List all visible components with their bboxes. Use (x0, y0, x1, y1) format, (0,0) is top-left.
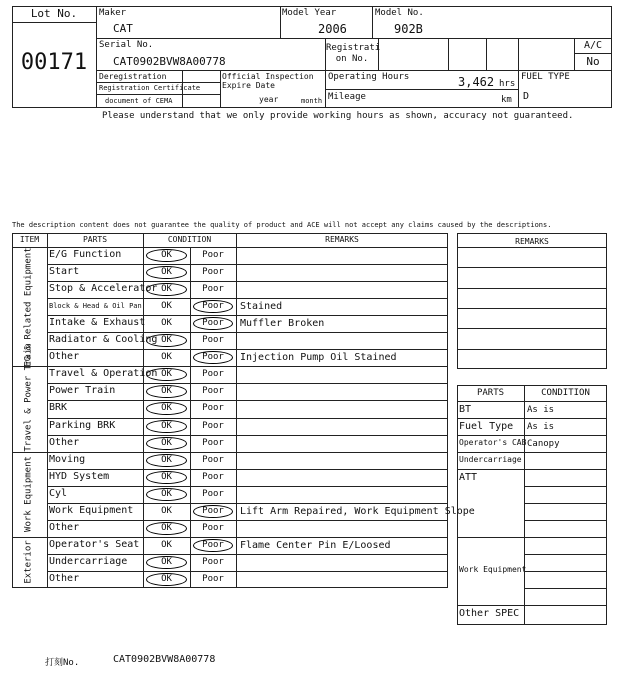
model-no-label: Model No. (375, 8, 424, 18)
inspection-col-line (47, 233, 48, 588)
registration-cell-2 (448, 38, 449, 70)
right-parts-header-line (457, 401, 607, 402)
poor-option: Poor (202, 352, 224, 363)
col-condition-header: CONDITION (167, 235, 212, 244)
remark-text: Stained (240, 301, 283, 313)
group-divider (12, 366, 448, 367)
mileage-unit: km (501, 95, 512, 105)
dereg-sub1: Registration Certificate (99, 84, 201, 92)
group-label: EG & Related Equipment (23, 247, 34, 367)
part-name: Other (49, 351, 80, 363)
ok-option: OK (161, 556, 172, 567)
poor-option: Poor (202, 420, 224, 431)
right-part-name: Operator's CAB (459, 438, 527, 447)
poor-option: Poor (202, 318, 224, 329)
mileage-line (325, 89, 518, 90)
poor-option: Poor (202, 284, 224, 295)
disclaimer: The description content does not guarantee the quality of product and ACE will not accept any claims caused by the descriptions. (12, 221, 552, 229)
table-row-line (47, 281, 448, 282)
poor-option: Poor (202, 471, 224, 482)
right-parts-row-line (457, 435, 607, 436)
part-name: HYD System (49, 470, 110, 482)
registration-label-2: on No. (335, 54, 369, 64)
right-parts-col-line (524, 385, 525, 625)
right-part-name: Work Equipment (459, 565, 527, 574)
poor-option: Poor (202, 250, 224, 260)
table-row-line (47, 554, 448, 555)
right-parts-subline (524, 588, 607, 589)
lot-divider (96, 6, 97, 108)
part-name: BRK (49, 402, 68, 414)
month-label: month (301, 97, 323, 105)
group-label: Travel & Power Train (23, 343, 34, 452)
ok-circle-mark (146, 471, 187, 484)
right-parts-col-condition: CONDITION (541, 388, 590, 398)
model-year-label: Model Year (282, 8, 337, 18)
ok-option: OK (161, 352, 172, 363)
ok-circle-mark (146, 266, 187, 279)
model-year-value: 2006 (318, 22, 347, 36)
poor-option: Poor (202, 539, 224, 550)
right-parts-col-parts: PARTS (476, 388, 505, 398)
part-name: Cyl (49, 487, 68, 499)
ok-option: OK (161, 335, 172, 346)
col-parts-header: PARTS (82, 235, 108, 244)
ac-line (574, 53, 612, 54)
model-no-divider (372, 6, 373, 38)
ok-option: OK (161, 471, 172, 482)
table-row-line (47, 503, 448, 504)
table-row-line (47, 400, 448, 401)
registration-cell-1 (378, 38, 379, 70)
dereg-line-1 (96, 82, 220, 83)
part-name: Other (49, 572, 80, 584)
registration-cell-4 (518, 38, 519, 70)
fuel-divider (518, 70, 519, 108)
right-remarks-line (457, 247, 607, 248)
part-name: Undercarriage (49, 555, 128, 567)
table-row-line (47, 332, 448, 333)
inspection-label-2: Expire Date (222, 81, 275, 90)
ok-circle-mark (146, 437, 187, 450)
ok-circle-mark (146, 420, 187, 433)
header-row-line-2 (96, 70, 612, 71)
table-row-line (47, 435, 448, 436)
part-name: Parking BRK (49, 419, 116, 431)
part-name: Operator's Seat (49, 538, 140, 550)
part-name: Radiator & Cooling (49, 334, 158, 346)
poor-option: Poor (202, 437, 224, 448)
table-row-line (47, 571, 448, 572)
poor-option: Poor (202, 301, 224, 312)
right-part-name: BT (459, 404, 472, 415)
table-row-line (47, 298, 448, 299)
lot-label: Lot No. (30, 7, 78, 20)
ok-option: OK (161, 267, 172, 278)
poor-circle-mark (193, 539, 233, 552)
right-parts-row-line (457, 469, 607, 470)
part-name: Stop & Accelerator (49, 283, 158, 295)
table-row-line (47, 418, 448, 419)
hours-unit: hrs (499, 79, 516, 89)
right-part-name: Undercarriage (459, 455, 522, 464)
right-parts-row-line (457, 537, 607, 538)
right-parts-row-line (457, 418, 607, 419)
right-remarks-line (457, 308, 607, 309)
col-item-header: ITEM (19, 235, 40, 244)
right-remarks-line (457, 328, 607, 329)
part-name: E/G Function (49, 249, 122, 260)
right-part-condition: As is (527, 405, 555, 415)
ok-option: OK (161, 386, 172, 397)
part-name: Power Train (49, 385, 116, 397)
right-parts-subline (524, 486, 607, 487)
poor-circle-mark (193, 505, 233, 518)
right-parts-subline (524, 571, 607, 572)
inspection-col-line (236, 233, 237, 588)
ok-option: OK (161, 522, 172, 533)
mileage-label: Mileage (328, 92, 366, 102)
right-part-condition: Canopy (527, 439, 560, 449)
model-year-divider (280, 6, 281, 38)
part-name: Travel & Operation (49, 368, 158, 380)
group-divider (12, 537, 448, 538)
serial-label: Serial No. (99, 40, 154, 50)
dereg-cell-divider (182, 70, 183, 108)
part-name: Other (49, 521, 80, 533)
inspection-divider (220, 70, 221, 108)
ac-label: A/C (583, 40, 603, 51)
table-row-line (47, 315, 448, 316)
hours-value: 3,462 (458, 75, 495, 89)
ok-option: OK (161, 369, 172, 380)
ac-value: No (586, 55, 600, 68)
right-remarks-line (457, 349, 607, 350)
remark-text: Lift Arm Repaired, Work Equipment Slope (240, 505, 475, 517)
right-part-name: Fuel Type (459, 421, 514, 432)
right-part-name: ATT (459, 472, 478, 483)
ok-option: OK (161, 318, 172, 329)
header-row-line-1 (96, 38, 612, 39)
year-label: year (259, 95, 279, 104)
part-name: Start (49, 266, 80, 278)
poor-option: Poor (202, 505, 224, 516)
ok-option: OK (161, 301, 172, 312)
dereg-label: Deregistration (99, 72, 167, 81)
registration-label-1: Registrati (326, 43, 381, 53)
ok-circle-mark (146, 454, 187, 467)
poor-option: Poor (202, 522, 224, 533)
ok-option: OK (161, 539, 172, 550)
poor-option: Poor (202, 573, 224, 584)
dereg-sub2: document of CEMA (105, 97, 173, 105)
right-remarks-line (457, 288, 607, 289)
serial-value: CAT0902BVW8A00778 (113, 55, 226, 68)
group-label: Exterior (23, 540, 34, 585)
remark-text: Flame Center Pin E/Loosed (240, 539, 391, 551)
ok-option: OK (161, 284, 172, 295)
poor-option: Poor (202, 488, 224, 499)
ok-option: OK (161, 403, 172, 414)
ok-option: OK (161, 437, 172, 448)
footer-stamp-label: 打刻No. (45, 658, 80, 668)
lot-number: 00171 (20, 50, 88, 75)
poor-option: Poor (202, 369, 224, 380)
ok-circle-mark (146, 556, 187, 569)
table-row-line (47, 469, 448, 470)
right-parts-row-line (457, 605, 607, 606)
ok-option: OK (161, 454, 172, 465)
ok-circle-mark (146, 573, 187, 586)
right-parts-subline (524, 503, 607, 504)
table-row-line (47, 383, 448, 384)
hours-label: Operating Hours (328, 72, 410, 82)
right-parts-subline (524, 520, 607, 521)
ok-option: OK (161, 420, 172, 431)
ok-circle-mark (146, 488, 187, 501)
remark-text: Injection Pump Oil Stained (240, 352, 397, 364)
poor-option: Poor (202, 556, 224, 567)
table-row-line (47, 486, 448, 487)
part-name: Work Equipment (49, 504, 134, 516)
right-parts-subline (524, 554, 607, 555)
right-remarks-line (457, 267, 607, 268)
right-part-name: Other SPEC (459, 608, 520, 619)
table-row-line (47, 520, 448, 521)
col-remarks-header: REMARKS (325, 235, 359, 244)
poor-option: Poor (202, 403, 224, 414)
right-parts-row-line (457, 452, 607, 453)
maker-value: CAT (113, 22, 133, 35)
ok-option: OK (161, 573, 172, 584)
poor-option: Poor (202, 335, 224, 346)
poor-option: Poor (202, 267, 224, 278)
ok-option: OK (161, 250, 172, 260)
ok-option: OK (161, 505, 172, 516)
fuel-label: FUEL TYPE (521, 72, 570, 82)
group-divider (12, 452, 448, 453)
hours-notice: Please understand that we only provide working hours as shown, accuracy not guaranteed. (102, 111, 574, 121)
header-block (12, 6, 612, 108)
part-name: Other (49, 436, 80, 448)
part-name: Block & Head & Oil Pan (49, 302, 142, 311)
lot-label-divider (12, 22, 96, 23)
poor-option: Poor (202, 454, 224, 465)
inspection-label-1: Official Inspection (222, 72, 314, 81)
right-remarks-title: REMARKS (515, 237, 549, 246)
table-row-line (47, 349, 448, 350)
fuel-value: D (523, 91, 530, 102)
right-part-condition: As is (527, 422, 555, 432)
model-no-value: 902B (394, 22, 423, 36)
poor-option: Poor (202, 386, 224, 397)
inspection-header-line (12, 247, 448, 248)
ok-option: OK (161, 488, 172, 499)
group-label: Work Equipment (23, 456, 34, 533)
table-row-line (47, 264, 448, 265)
remark-text: Muffler Broken (240, 318, 325, 330)
ok-circle-mark (146, 522, 187, 535)
footer-stamp-value: CAT0902BVW8A00778 (113, 654, 216, 665)
dereg-line-2 (96, 94, 220, 95)
part-name: Intake & Exhaust (49, 317, 146, 329)
part-name: Moving (49, 453, 86, 465)
maker-label: Maker (99, 8, 127, 18)
ok-circle-mark (146, 249, 187, 262)
registration-cell-3 (486, 38, 487, 70)
